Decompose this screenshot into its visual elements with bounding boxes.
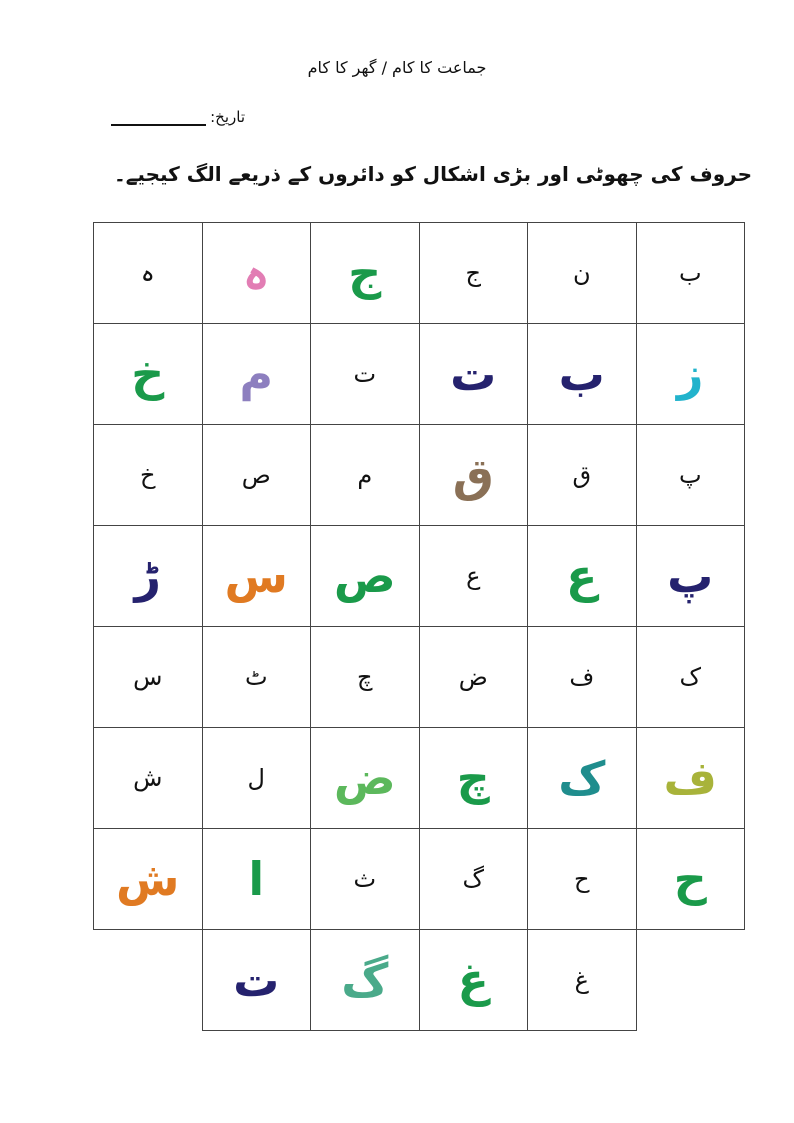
grid-row	[88, 627, 745, 728]
letter-cell[interactable]: ل	[202, 727, 312, 829]
worksheet-title: جماعت کا کام / گھر کا کام	[307, 58, 487, 77]
letter-cell[interactable]: ج	[310, 222, 420, 324]
letter-cell[interactable]: ڑ	[93, 525, 203, 627]
date-label: تاریخ:	[210, 108, 245, 126]
letter-cell[interactable]: پ	[636, 424, 746, 526]
letter-cell[interactable]: خ	[93, 424, 203, 526]
letter-cell[interactable]: ت	[202, 929, 312, 1031]
letter-cell[interactable]: ہ	[202, 222, 312, 324]
letter-cell[interactable]: ج	[419, 222, 529, 324]
letter-cell[interactable]: غ	[419, 929, 529, 1031]
grid-row	[88, 829, 745, 930]
date-blank-line	[111, 114, 206, 126]
letter-cell[interactable]: ض	[310, 727, 420, 829]
letter-cell[interactable]: ت	[419, 323, 529, 425]
letter-cell[interactable]: ع	[419, 525, 529, 627]
letter-cell[interactable]: ہ	[93, 222, 203, 324]
letter-cell[interactable]: ث	[310, 828, 420, 930]
letter-cell[interactable]: ا	[202, 828, 312, 930]
letter-cell[interactable]: ض	[419, 626, 529, 728]
letter-cell[interactable]: س	[93, 626, 203, 728]
letter-cell[interactable]: ن	[527, 222, 637, 324]
letter-cell[interactable]: ف	[527, 626, 637, 728]
letter-cell[interactable]: ص	[310, 525, 420, 627]
date-field	[95, 108, 245, 126]
letter-cell[interactable]: گ	[419, 828, 529, 930]
grid-row	[88, 324, 745, 425]
letter-cell[interactable]: پ	[636, 525, 746, 627]
letter-cell[interactable]: ٹ	[202, 626, 312, 728]
letter-cell[interactable]: م	[310, 424, 420, 526]
letter-cell[interactable]: گ	[310, 929, 420, 1031]
letter-cell[interactable]: ق	[527, 424, 637, 526]
letter-cell[interactable]: ش	[93, 828, 203, 930]
grid-row	[88, 223, 745, 324]
grid-row	[88, 930, 745, 1031]
letter-cell[interactable]: ص	[202, 424, 312, 526]
letter-cell[interactable]: خ	[93, 323, 203, 425]
letter-cell[interactable]: س	[202, 525, 312, 627]
grid-empty-cell	[93, 929, 203, 1031]
instruction-text: حروف کی چھوٹی اور بڑی اشکال کو دائروں کے ذریعے الگ کیجیے۔	[113, 162, 752, 186]
grid-empty-cell	[636, 929, 746, 1031]
letter-cell[interactable]: ح	[527, 828, 637, 930]
letter-cell[interactable]: ب	[636, 222, 746, 324]
letter-cell[interactable]: ف	[636, 727, 746, 829]
grid-row	[88, 425, 745, 526]
letter-grid	[88, 223, 745, 1031]
letter-cell[interactable]: ک	[636, 626, 746, 728]
letter-cell[interactable]: ح	[636, 828, 746, 930]
grid-row	[88, 526, 745, 627]
letter-cell[interactable]: ت	[310, 323, 420, 425]
letter-cell[interactable]: چ	[310, 626, 420, 728]
letter-cell[interactable]: غ	[527, 929, 637, 1031]
letter-cell[interactable]: چ	[419, 727, 529, 829]
grid-row	[88, 728, 745, 829]
letter-cell[interactable]: ب	[527, 323, 637, 425]
letter-cell[interactable]: ز	[636, 323, 746, 425]
letter-cell[interactable]: ش	[93, 727, 203, 829]
letter-cell[interactable]: ق	[419, 424, 529, 526]
letter-cell[interactable]: ک	[527, 727, 637, 829]
letter-cell[interactable]: م	[202, 323, 312, 425]
letter-cell[interactable]: ع	[527, 525, 637, 627]
